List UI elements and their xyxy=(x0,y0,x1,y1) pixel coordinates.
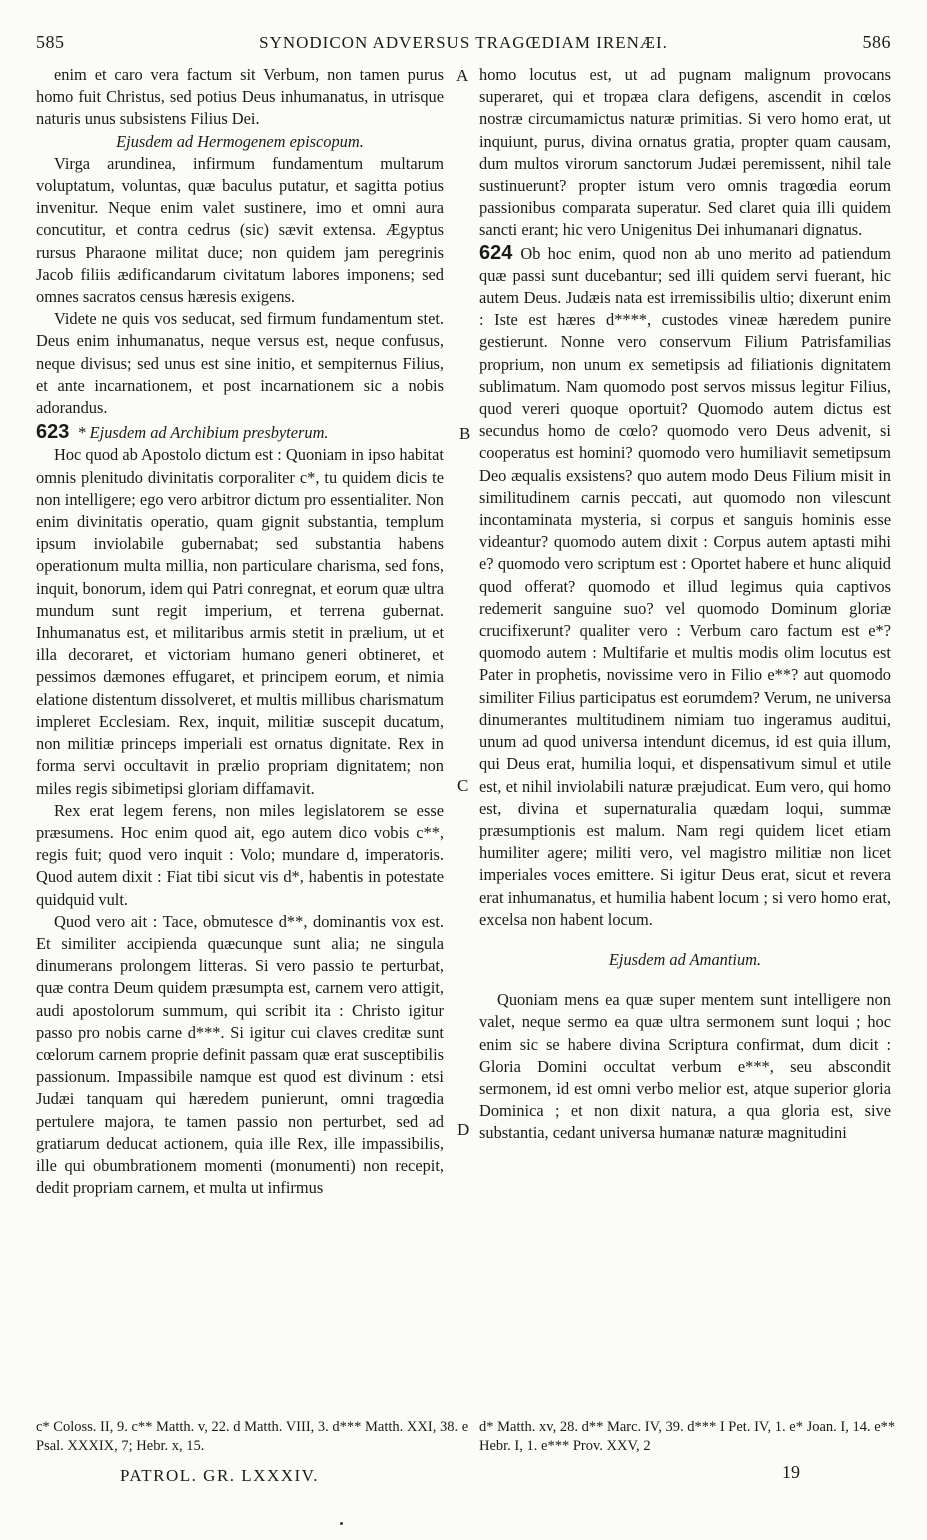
left-paragraph-2: Virga arundinea, infirmum fundamentum multarum voluptatum, voluntas, quæ baculus putatur, et sagitta potius invenitur. Neque enim valet sustinere, imo et omni aura concutitur, et contra cedrus (sic) sævit extensa. Ægyptus rursus Pharaone militat duce; non quidem jam peregrinis Jacob filiis ædificandarum civitatum labores imponens; sed omnes sacratos census hæresis exigens. xyxy=(36,153,444,307)
right-paragraph-2 xyxy=(479,242,891,931)
right-paragraph-2-text: Ob hoc enim, quod non ab uno merito ad patiendum quæ passi sunt ducebantur; sed illi quidem servi fuerant, hic autem Deus. Judæis nata est irremissibilis ultio; dixerunt enim : Iste est hæres d****, custodes vineæ hæredem punire gestierunt. Nonne vero conservum Filium Patrisfamilias proprium, non unum ex semetipsis ad filiationis dignitatem sublimatum. Nam quomodo post servos missus legitur Filius, quod vereri quoque oportuit? Quomodo autem dictus est secundus homo de cœlo? quomodo vero Deus advenit, si cooperatus est homini? quomodo vero humiliavit semetipsum Deo æqualis exsistens? quo autem modo Deus Filium misit in similitudinem carnis peccati, aut quomodo non vilescunt incontaminata mysteria, si corpus et sanguis hominis esse videantur? quomodo autem dixit : Corpus autem aptasti mihi e? quomodo vero scriptum est : Oportet habere et hunc aliquid quod offerat? quomodo et illud legimus quia captivos redemerit sanguine suo? vel quomodo Dominum gloriæ crucifixerunt? qualiter vero : Verbum caro factum est e*? quomodo autem : Multifarie et multis modis olim locutus est Pater in prophetis, novissime vero in Filio e**? aut quomodo similiter Filius participatus est eorumdem? Verum, ne universa dinumerantes multitudinem nimiam tuo ingeramus auditui, unum ad quod universa intendunt dicemus, id est quia illum, qui Deus erat, humilia loqui, et dispensativum simul et utile est, et nihil inviolabili naturæ præjudicat. Eum vero, qui homo est, divina et supernaturalia quædam loqui, summæ præsumptionis est malum. Nam regi quidem licet etiam humiliter agere; militi vero, vel magistro militiæ non licet imperiales voces emittere. Si igitur Deus erat, sicut et revera erat inhumanatus, et humilia habent locum ; si vero homo erat, excelsa non habent locum. xyxy=(479,243,891,929)
left-paragraph-3: Videte ne quis vos seducat, sed firmum fundamentum stet. Deus enim inhumanatus, neque versus est, neque confusus, neque divisus; sed unus est sine initio, et sempiternus Filius, et ante incarnationem, et post incarnationem sic a nobis adorandus. xyxy=(36,309,444,418)
margin-letter-b: B xyxy=(459,424,471,443)
right-paragraph-3: Quoniam mens ea quæ super mentem sunt intelligere non valet, neque sermo ea quæ ultra sermonem sunt loqui ; hoc enim sic se habere divina Scriptura confirmat, dum dicit : Gloria Domini occultat verbum e***, seu abscondit sermonem, id est omni verbo melior est, atque superior gloria Dominica ; et non dixit natura, a qua gloria est, sive substantia, cedant universa humanæ naturæ magnitudini xyxy=(479,990,891,1143)
page-header xyxy=(36,32,891,58)
section-gap xyxy=(479,931,891,949)
footer-signature: PATROL. GR. LXXXIV. xyxy=(120,1466,319,1485)
section-heading-hermogenem: Ejusdem ad Hermogenem episcopum. xyxy=(116,131,364,151)
section-gap xyxy=(479,971,891,989)
margin-letter-d: D xyxy=(457,1120,470,1139)
left-paragraph-1: enim et caro vera factum sit Verbum, non tamen purus homo fuit Christus, sed potius Deus inhumanatus, in utrisque naturis unus subsistens Filius Dei. xyxy=(36,65,444,129)
footnotes-right: d* Matth. xv, 28. d** Marc. IV, 39. d*** I Pet. IV, 1. e* Joan. I, 14. e** Hebr. I, 1. e*** Prov. XXV, 2 xyxy=(479,1419,896,1454)
running-title: SYNODICON ADVERSUS TRAGŒDIAM IRENÆI. xyxy=(259,33,668,52)
margin-letter-a: A xyxy=(456,66,469,85)
section-heading-archibium xyxy=(36,421,444,444)
section-number-624: 624 xyxy=(479,241,513,264)
left-column xyxy=(36,64,444,1199)
stray-mark xyxy=(340,1522,343,1525)
right-paragraph-1: homo locutus est, ut ad pugnam malignum provocans superaret, qui et tropæa clara defigens, ascendit in cœlos nostræ circumamictus naturæ primitias. Si vero homo erat, ut inquiunt, purus, divina ornatus gratia, propter quam causam, dum multos virorum sanctorum Judæi peremissent, nihil tale sustinuerunt? propter istum vero omnis tragœdia eorum passionibus comparata superatur. Sed claret quia illi quidem sancti erant; hic vero Unigenitus Dei inhumanari dignatus. xyxy=(479,65,891,240)
right-column xyxy=(479,64,891,1145)
page-number-right: 586 xyxy=(862,32,891,52)
section-heading-archibium-text: * Ejusdem ad Archibium presbyterum. xyxy=(77,423,329,443)
left-paragraph-5: Rex erat legem ferens, non miles legislatorem se esse præsumens. Hoc enim quod ait, ego autem dico vobis c**, regis fuit; quod vero inquit : Volo; mundare d, imperatoris. Quod autem dixit : Fiat tibi sicut vis d*, habentis in potestate quidquid vult. xyxy=(36,800,444,909)
left-paragraph-4: Hoc quod ab Apostolo dictum est : Quoniam in ipso habitat omnis plenitudo divinitatis corporaliter c*, tu quidem dicis te non intelligere; ego vero arbitror dictum pro essentialiter. Non enim divinitatis operatio, quam gignit substantia, templum ipsum inviolabile gubernabat; sed substantia habens operationum multa millia, non particulare charisma, sed fons, inquit, bonorum, idem qui Patri conregnat, et eorum quæ ultra mundum sunt regit imperium, et terrena gubernat. Inhumanatus est, et militaribus armis stetit in prælium, ut et illa decoraret, et victoriam humano generi obtineret, et pessimos dæmones effugaret, et principem eorum, et nimia elatione distentum dissolveret, et multis millibus charismatum impleret Ecclesiam. Rex, inquit, militiæ suscepit ducatum, non militiæ princeps imperiali est ornatus dignitate. Rex in forma servi occultavit in prælio propriam dignitatem; non miles regis sibimetipsi gloriam diffamavit. xyxy=(36,445,444,798)
page-number-left: 585 xyxy=(36,32,65,52)
section-number-623: 623 xyxy=(36,421,70,444)
footnotes-left: c* Coloss. II, 9. c** Matth. v, 22. d Matth. VIII, 3. d*** Matth. XXI, 38. e Psal. XXXIX, 7; Hebr. x, 15. xyxy=(36,1419,469,1454)
left-paragraph-6: Quod vero ait : Tace, obmutesce d**, dominantis vox est. Et similiter accipienda quæcunque sunt alia; ne singula dinumerans prolongem litteras. Si vero passio te perturbat, quæ contra Deum quidem præsumpta est, carnem vero attigit, audi apostolorum summum, qui scribit ita : Christo igitur passo pro nobis carne d***. Si igitur cui claves creditæ sunt cœlorum carnem proprie definit passam quæ erat susceptibilis passionum. Impassibile namque est quod est divinum : etsi Judæi tanquam qui hæredem punierunt, omni tragœdia pertulere majora, te tamen passio non perturbet, sed ad gratiarum deducat actionem, quia ille Rex, ille impassibilis, ille qui obumbrationem momenti (monumenti) non recepit, dedit propriam carnem, et multa ut infirmus xyxy=(36,911,444,1198)
section-heading-amantium: Ejusdem ad Amantium. xyxy=(608,949,762,969)
margin-letter-c: C xyxy=(457,776,469,795)
footer-sheet-number: 19 xyxy=(782,1462,800,1482)
